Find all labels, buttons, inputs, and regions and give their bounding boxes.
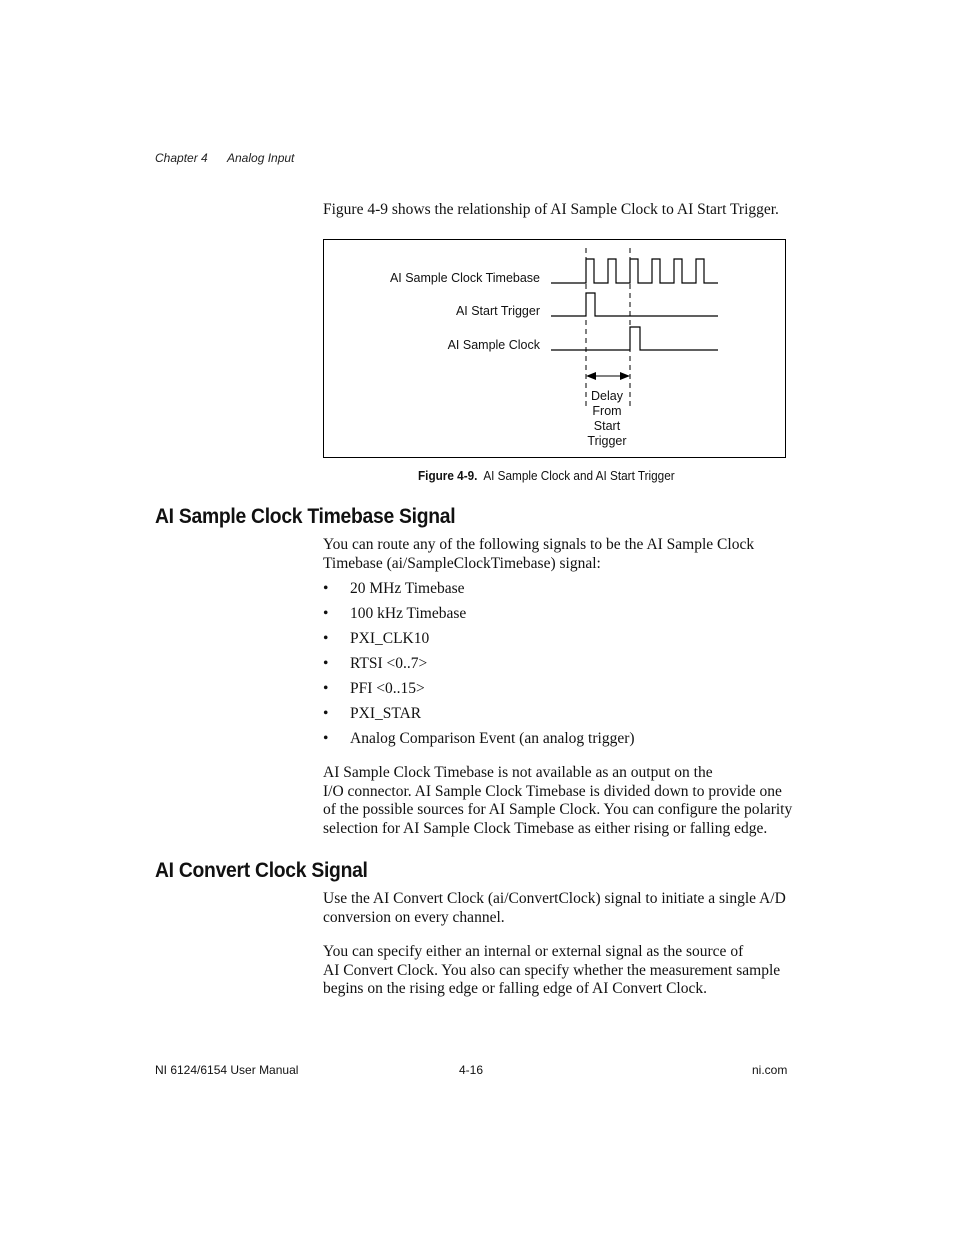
waveform-sample-clock: [551, 327, 718, 350]
text-line: Use the AI Convert Clock (ai/ConvertClock) signal to initiate a single A/D: [323, 890, 786, 907]
header-section: Analog Input: [227, 151, 295, 165]
section2-paragraph-2: [323, 943, 780, 999]
section2-paragraph-1: [323, 890, 786, 927]
waveform-start-trigger: [551, 293, 718, 316]
intro-paragraph: Figure 4-9 shows the relationship of AI Sample Clock to AI Start Trigger.: [323, 201, 779, 218]
text-line: AI Convert Clock. You also can specify whether the measurement sample: [323, 961, 781, 979]
figure-caption: [418, 469, 675, 483]
text-line: selection for AI Sample Clock Timebase as either rising or falling edge.: [323, 820, 768, 838]
figure-caption-text: AI Sample Clock and AI Start Trigger: [483, 469, 675, 483]
text-line: of the possible sources for AI Sample Clock. You can configure the polarity: [323, 801, 793, 819]
delay-arrow-right-head: [620, 372, 630, 380]
delay-label: [577, 389, 637, 449]
footer-page-number: 4-16: [459, 1063, 484, 1077]
section-heading-convert-clock: AI Convert Clock Signal: [155, 859, 368, 882]
signal-label-start-trigger: AI Start Trigger: [455, 304, 540, 318]
text-line: conversion on every channel.: [323, 908, 505, 926]
text-line: begins on the rising edge or falling edge of AI Convert Clock.: [323, 980, 707, 998]
text-line: I/O connector. AI Sample Clock Timebase is divided down to provide one: [323, 782, 782, 800]
waveform-timebase: [551, 259, 718, 283]
header-chapter: Chapter 4: [155, 151, 208, 165]
delay-label-line: From: [592, 404, 622, 418]
delay-arrow-left-head: [586, 372, 596, 380]
figure-caption-number: Figure 4-9.: [418, 469, 478, 483]
delay-label-line: Delay: [591, 389, 623, 403]
text-line: You can specify either an internal or external signal as the source of: [323, 943, 744, 960]
delay-label-line: Trigger: [587, 434, 627, 448]
timing-waveforms: [324, 240, 785, 457]
text-line: You can route any of the following signals to be the AI Sample Clock: [323, 536, 755, 553]
footer-website: ni.com: [752, 1063, 788, 1077]
delay-label-line: Start: [593, 419, 621, 433]
section1-paragraph: [323, 764, 792, 839]
signal-label-sample-clock: AI Sample Clock: [447, 338, 540, 352]
figure-timing-diagram: [323, 239, 786, 458]
footer-manual-title: NI 6124/6154 User Manual: [155, 1063, 299, 1077]
section1-intro: [323, 536, 754, 573]
signal-label-timebase: AI Sample Clock Timebase: [389, 271, 540, 285]
text-line: Timebase (ai/SampleClockTimebase) signal:: [323, 554, 601, 572]
text-line: AI Sample Clock Timebase is not available as an output on the: [323, 764, 713, 781]
section-heading-timebase: AI Sample Clock Timebase Signal: [155, 505, 456, 528]
